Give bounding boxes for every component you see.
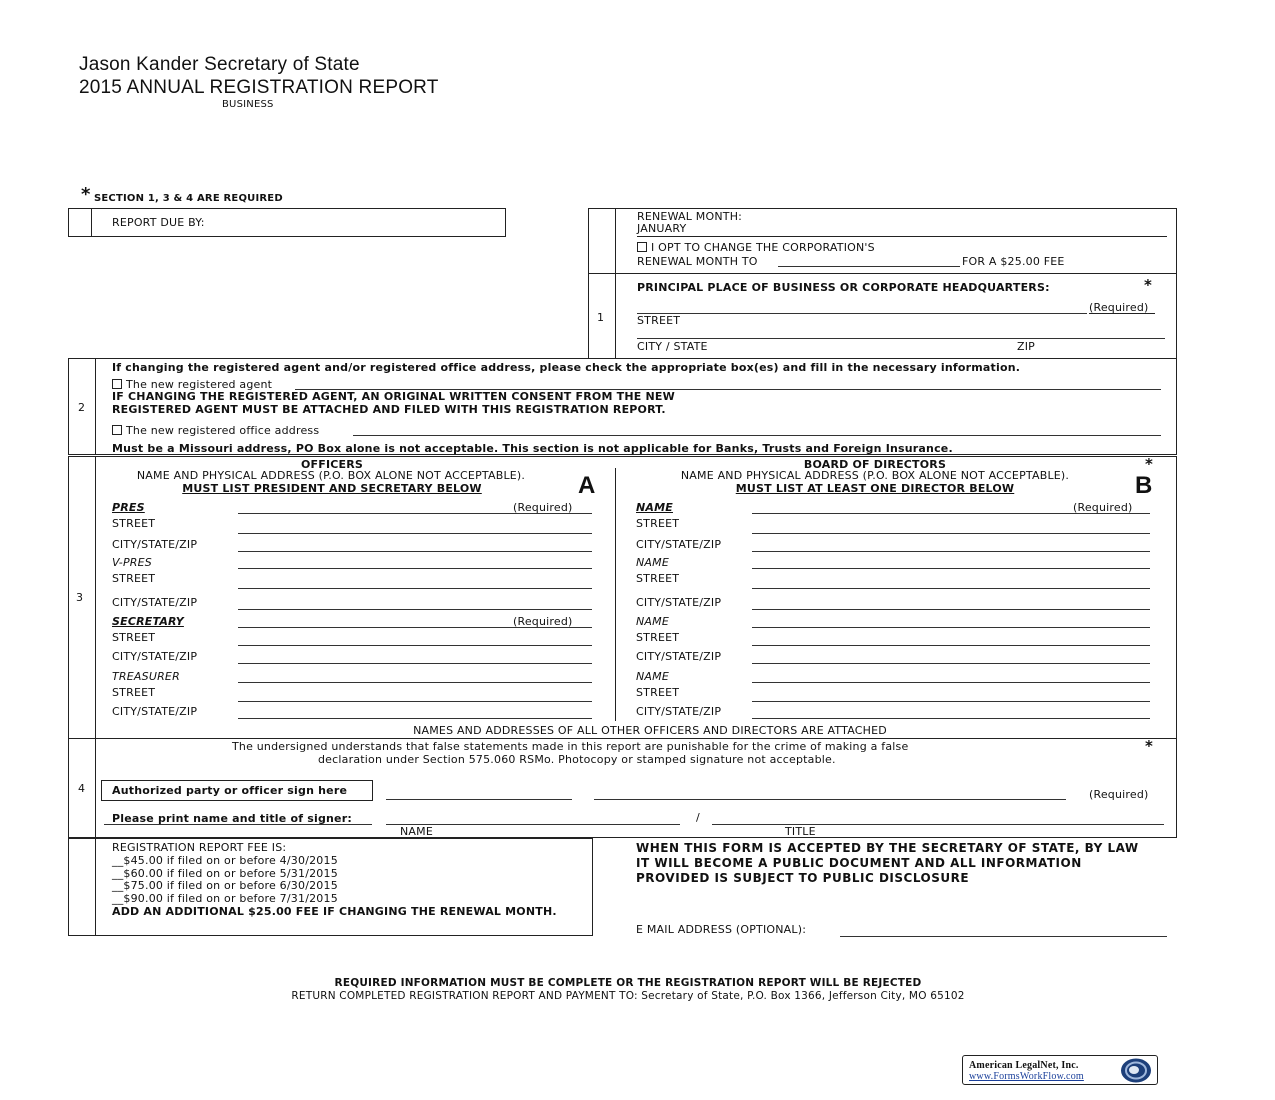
declaration-line2: declaration under Section 575.060 RSMo. Photocopy or stamped signature not acceptable. [318, 753, 836, 766]
officers-subheading: NAME AND PHYSICAL ADDRESS (P.O. BOX ALONE NOT ACCEPTABLE). [136, 469, 526, 482]
header-title-line2: 2015 ANNUAL REGISTRATION REPORT [79, 77, 439, 98]
section1-required: (Required) [1089, 301, 1149, 314]
required-sections-note: SECTION 1, 3 & 4 ARE REQUIRED [94, 193, 283, 204]
director4-name-field[interactable] [752, 669, 1150, 683]
renewal-month-label: RENEWAL MONTH: [637, 210, 743, 223]
director2-city-field[interactable] [752, 596, 1150, 610]
secretary-label: SECRETARY [112, 615, 184, 628]
print-label-rule [104, 811, 372, 825]
email-field[interactable] [840, 923, 1167, 937]
principal-business-name-field[interactable] [637, 301, 1087, 314]
new-agent-text: The new registered agent [126, 378, 273, 391]
secretary-city-label: CITY/STATE/ZIP [112, 650, 198, 663]
section1-title: PRINCIPAL PLACE OF BUSINESS OR CORPORATE HEADQUARTERS: [637, 281, 1050, 294]
section3-divider [95, 456, 96, 739]
section1-star: * [1144, 276, 1153, 294]
declaration-line1: The undersigned understands that false statements made in this report are punishable for the crime of making a false [232, 740, 909, 753]
new-agent-field[interactable] [295, 377, 1161, 390]
signer-name-field[interactable] [386, 811, 680, 825]
pres-city-field[interactable] [238, 538, 592, 552]
new-office-text: The new registered office address [126, 424, 320, 437]
section3-column-divider [615, 468, 616, 721]
renewal-fee-text: FOR A $25.00 FEE [962, 255, 1065, 268]
director1-street-label: STREET [636, 517, 680, 530]
publisher-name: American LegalNet, Inc. [969, 1060, 1079, 1071]
vpres-street-label: STREET [112, 572, 156, 585]
director2-street-field[interactable] [752, 575, 1150, 589]
name-caption: NAME [400, 825, 433, 838]
fees-additional: ADD AN ADDITIONAL $25.00 FEE IF CHANGING THE RENEWAL MONTH. [112, 905, 557, 918]
directors-star: * [1145, 455, 1154, 473]
fee-item: __$75.00 if filed on or before 6/30/2015 [112, 879, 338, 892]
consent-line1: IF CHANGING THE REGISTERED AGENT, AN ORIGINAL WRITTEN CONSENT FROM THE NEW [112, 390, 675, 403]
fee-item: __$60.00 if filed on or before 5/31/2015 [112, 867, 338, 880]
section1-zip-label: ZIP [1017, 340, 1036, 353]
vpres-label: V-PRES [112, 556, 152, 569]
new-office-option[interactable] [112, 424, 319, 437]
pres-label: PRES [112, 501, 145, 514]
renewal-month-to-field[interactable] [778, 254, 960, 267]
header-title-line1: Jason Kander Secretary of State [79, 54, 360, 75]
director2-name-field[interactable] [752, 555, 1150, 569]
director1-city-label: CITY/STATE/ZIP [636, 538, 722, 551]
fee-item: __$45.00 if filed on or before 4/30/2015 [112, 854, 338, 867]
footer-required-note: REQUIRED INFORMATION MUST BE COMPLETE OR THE REGISTRATION REPORT WILL BE REJECTED [334, 977, 922, 989]
director2-name-label: NAME [636, 556, 669, 569]
section4-star: * [1145, 737, 1154, 755]
director2-city-label: CITY/STATE/ZIP [636, 596, 722, 609]
signer-title-field[interactable] [712, 811, 1164, 825]
section1-city-label: CITY / STATE [637, 340, 708, 353]
renewal-month-value: JANUARY [637, 222, 687, 235]
pres-street-label: STREET [112, 517, 156, 530]
director3-street-field[interactable] [752, 632, 1150, 646]
directors-letter-b: B [1135, 472, 1153, 499]
director3-city-label: CITY/STATE/ZIP [636, 650, 722, 663]
renewal-change-checkbox[interactable] [637, 242, 647, 252]
title-caption: TITLE [785, 825, 816, 838]
fees-heading: REGISTRATION REPORT FEE IS: [112, 841, 287, 854]
director4-street-field[interactable] [752, 688, 1150, 702]
vpres-city-field[interactable] [238, 596, 592, 610]
treasurer-street-field[interactable] [238, 688, 592, 702]
new-agent-checkbox[interactable] [112, 379, 122, 389]
sign-label: Authorized party or officer sign here [112, 784, 348, 797]
director3-street-label: STREET [636, 631, 680, 644]
signature-field-right[interactable] [594, 786, 1066, 800]
new-office-field[interactable] [353, 423, 1161, 436]
director1-name-label: NAME [636, 501, 673, 514]
treasurer-city-field[interactable] [238, 705, 592, 719]
pres-required: (Required) [513, 501, 573, 514]
section2-number: 2 [78, 401, 86, 414]
director3-name-label: NAME [636, 615, 669, 628]
publisher-url[interactable]: www.FormsWorkFlow.com [969, 1071, 1084, 1082]
header-subtitle: BUSINESS [222, 99, 274, 110]
treasurer-label: TREASURER [112, 670, 180, 683]
director3-name-field[interactable] [752, 614, 1150, 628]
others-attached-note: NAMES AND ADDRESSES OF ALL OTHER OFFICERS AND DIRECTORS ARE ATTACHED [413, 724, 887, 737]
section1-required-rule [1089, 313, 1155, 314]
report-due-divider [91, 208, 92, 237]
treasurer-street-label: STREET [112, 686, 156, 699]
required-star: * [81, 184, 91, 205]
globe-icon [1118, 1057, 1154, 1084]
director1-required: (Required) [1073, 501, 1133, 514]
email-label: E MAIL ADDRESS (OPTIONAL): [636, 923, 807, 936]
director2-street-label: STREET [636, 572, 680, 585]
renewal-change-option[interactable] [637, 241, 875, 254]
director4-city-label: CITY/STATE/ZIP [636, 705, 722, 718]
secretary-required: (Required) [513, 615, 573, 628]
director1-street-field[interactable] [752, 520, 1150, 534]
section2-divider [95, 358, 96, 455]
treasurer-name-field[interactable] [238, 669, 592, 683]
pres-city-label: CITY/STATE/ZIP [112, 538, 198, 551]
vpres-name-field[interactable] [238, 555, 592, 569]
treasurer-city-label: CITY/STATE/ZIP [112, 705, 198, 718]
secretary-street-field[interactable] [238, 632, 592, 646]
vpres-street-field[interactable] [238, 575, 592, 589]
pres-street-field[interactable] [238, 520, 592, 534]
section1-number: 1 [597, 311, 605, 324]
secretary-city-field[interactable] [238, 650, 592, 664]
vpres-city-label: CITY/STATE/ZIP [112, 596, 198, 609]
directors-subheading: NAME AND PHYSICAL ADDRESS (P.O. BOX ALONE NOT ACCEPTABLE). [680, 469, 1070, 482]
principal-street-field[interactable] [637, 326, 1165, 339]
director4-street-label: STREET [636, 686, 680, 699]
signature-field[interactable] [386, 786, 572, 800]
section4-divider [95, 738, 96, 838]
secretary-street-label: STREET [112, 631, 156, 644]
officers-letter-a: A [578, 472, 596, 499]
report-due-label: REPORT DUE BY: [112, 216, 205, 229]
footer-return-address: RETURN COMPLETED REGISTRATION REPORT AND PAYMENT TO: Secretary of State, P.O. Box 1366, Jefferson City, MO 65102 [291, 990, 965, 1002]
disclosure-line3: PROVIDED IS SUBJECT TO PUBLIC DISCLOSURE [636, 871, 970, 885]
officers-heading: OFFICERS [300, 458, 364, 471]
consent-line2: REGISTERED AGENT MUST BE ATTACHED AND FILED WITH THIS REGISTRATION REPORT. [112, 403, 666, 416]
fee-item: __$90.00 if filed on or before 7/31/2015 [112, 892, 338, 905]
directors-heading: BOARD OF DIRECTORS [803, 458, 947, 471]
section3-number: 3 [76, 591, 84, 604]
print-name-label: Please print name and title of signer: [112, 812, 352, 825]
disclosure-line1: WHEN THIS FORM IS ACCEPTED BY THE SECRETARY OF STATE, BY LAW [636, 841, 1139, 855]
section4-number: 4 [78, 782, 86, 795]
director4-name-label: NAME [636, 670, 669, 683]
fees-divider [95, 838, 96, 936]
name-title-slash: / [696, 811, 700, 824]
director4-city-field[interactable] [752, 705, 1150, 719]
director1-city-field[interactable] [752, 538, 1150, 552]
section4-required: (Required) [1089, 788, 1149, 801]
section1-street-label: STREET [637, 314, 681, 327]
directors-must-list: MUST LIST AT LEAST ONE DIRECTOR BELOW [735, 482, 1015, 495]
renewal-month-to-label: RENEWAL MONTH TO [637, 255, 758, 268]
new-office-checkbox[interactable] [112, 425, 122, 435]
section2-intro: If changing the registered agent and/or registered office address, please check the appropriate box(es) and fill in the necessary information. [112, 361, 1021, 374]
renewal-rule [637, 236, 1167, 237]
section2-note: Must be a Missouri address, PO Box alone is not acceptable. This section is not applicable for Banks, Trusts and Foreign Insurance. [112, 442, 953, 455]
officers-must-list: MUST LIST PRESIDENT AND SECRETARY BELOW [182, 482, 482, 495]
director3-city-field[interactable] [752, 650, 1150, 664]
disclosure-line2: IT WILL BECOME A PUBLIC DOCUMENT AND ALL INFORMATION [636, 856, 1082, 870]
renewal-change-text: I OPT TO CHANGE THE CORPORATION'S [651, 241, 875, 254]
